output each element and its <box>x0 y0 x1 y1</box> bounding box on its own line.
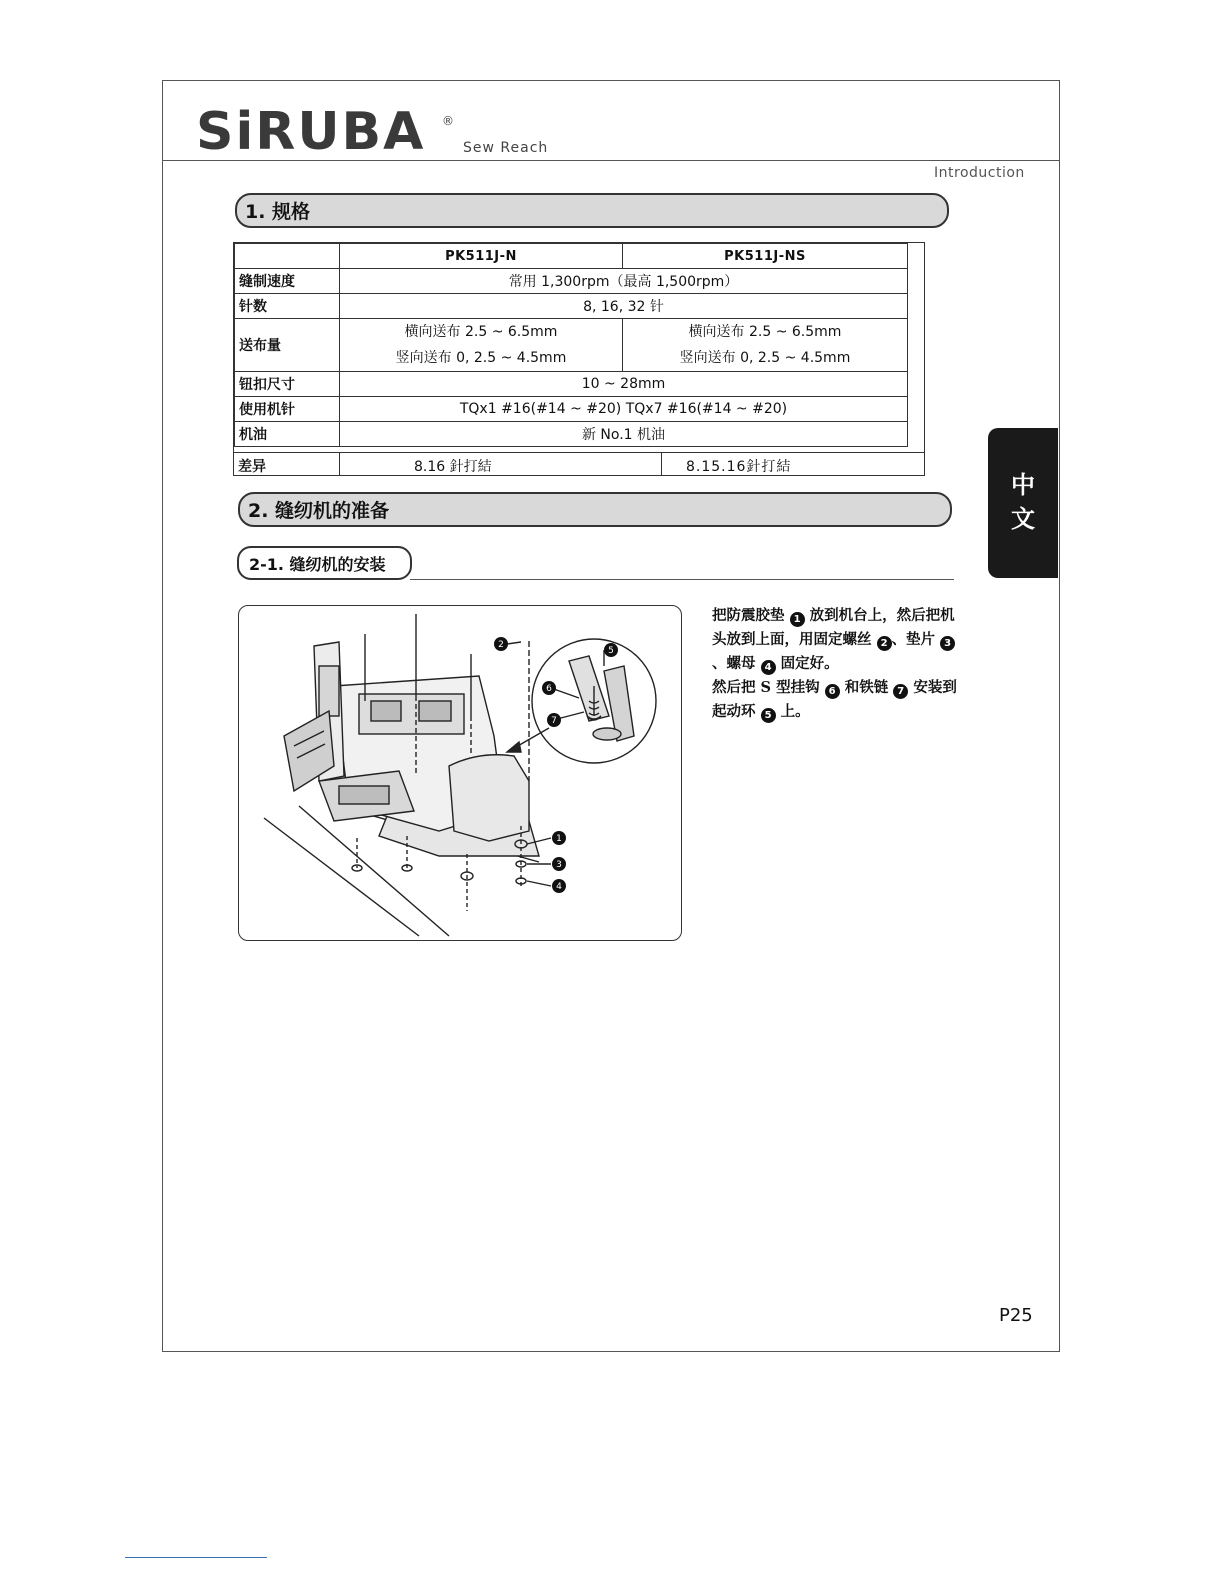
row-label: 机油 <box>235 422 340 447</box>
column-header: PK511J-N <box>340 244 623 269</box>
callout-number: 2 <box>498 640 504 650</box>
table-cell: 常用 1,300rpm（最高 1,500rpm） <box>340 269 908 294</box>
table-row <box>234 452 924 476</box>
table-row <box>235 397 908 422</box>
section-heading-specs <box>235 193 949 228</box>
callout-number: 6 <box>825 684 840 699</box>
callout-number: 3 <box>556 860 562 870</box>
feed-line: 横向送布 2.5 ~ 6.5mm <box>404 324 558 340</box>
section-title: 2. 缝纫机的准备 <box>248 500 390 522</box>
section-label: Introduction <box>934 165 1025 181</box>
instruction-text: 把防震胶垫 <box>712 607 785 624</box>
callout-number: 5 <box>608 646 614 656</box>
row-label: 钮扣尺寸 <box>235 372 340 397</box>
callout-number: 3 <box>940 636 955 651</box>
column-header: PK511J-NS <box>623 244 908 269</box>
callout-number: 1 <box>790 612 805 627</box>
subsection-heading <box>237 546 412 580</box>
siruba-logo <box>196 102 426 162</box>
section-heading-prep <box>238 492 952 527</box>
table-row <box>235 244 908 269</box>
table-cell: 新 No.1 机油 <box>340 422 908 447</box>
row-label: 差异 <box>238 459 266 475</box>
table-cell: 10 ~ 28mm <box>340 372 908 397</box>
table-cell <box>623 319 908 372</box>
instruction-text: 、垫片 <box>891 631 936 648</box>
tab-char: 文 <box>1011 505 1035 533</box>
callout-number: 5 <box>761 708 776 723</box>
row-label: 针数 <box>235 294 340 319</box>
section-title: 1. 规格 <box>245 201 311 223</box>
installation-figure <box>238 605 682 941</box>
callout-number: 7 <box>551 716 557 726</box>
installation-instructions <box>712 604 958 724</box>
table-cell <box>340 319 623 372</box>
cell-divider <box>661 453 662 476</box>
instruction-text: 安装到起动环 <box>712 679 957 720</box>
table-row <box>235 372 908 397</box>
row-label: 送布量 <box>235 319 340 372</box>
cell-divider <box>339 453 340 476</box>
callout-number: 6 <box>546 684 552 694</box>
table-row <box>235 294 908 319</box>
registered-mark: ® <box>442 114 454 128</box>
instruction-text: 上。 <box>780 703 810 720</box>
callout-number: 2 <box>877 636 892 651</box>
table-cell: 8.15.16針打結 <box>686 459 792 475</box>
instruction-text: 然后把 S 型挂钩 <box>712 679 820 696</box>
subsection-rule <box>410 579 954 580</box>
tab-char: 中 <box>1011 471 1035 500</box>
feed-line: 横向送布 2.5 ~ 6.5mm <box>688 324 842 340</box>
table-corner <box>235 244 340 269</box>
table-cell: TQx1 #16(#14 ~ #20) TQx7 #16(#14 ~ #20) <box>340 397 908 422</box>
instruction-text: 固定好。 <box>780 655 839 672</box>
instruction-text: 放到机台上，然后把机头放到上面，用固定螺丝 <box>712 607 955 648</box>
language-tab <box>988 428 1058 578</box>
callout-number: 1 <box>556 834 562 844</box>
feed-line: 竖向送布 0, 2.5 ~ 4.5mm <box>679 350 851 366</box>
row-label: 使用机针 <box>235 397 340 422</box>
instruction-text: 和铁链 <box>844 679 889 696</box>
page-number: P25 <box>999 1305 1033 1326</box>
logo-tagline: Sew Reach <box>463 140 549 156</box>
table-row <box>235 269 908 294</box>
callout-number: 4 <box>556 882 562 892</box>
spec-table <box>233 242 925 476</box>
row-label: 缝制速度 <box>235 269 340 294</box>
subsection-title: 2-1. 缝纫机的安装 <box>249 554 386 574</box>
logo-text: SiRUBA <box>196 102 426 162</box>
table-cell: 8, 16, 32 针 <box>340 294 908 319</box>
feed-line: 竖向送布 0, 2.5 ~ 4.5mm <box>395 350 567 366</box>
table-cell: 8.16 針打結 <box>414 459 492 475</box>
callout-number: 4 <box>761 660 776 675</box>
bottom-rule <box>125 1557 267 1558</box>
table-row <box>235 319 908 372</box>
instruction-text: 、螺母 <box>712 655 756 672</box>
machine-illustration <box>239 606 682 941</box>
table-row <box>235 422 908 447</box>
callout-number: 7 <box>893 684 908 699</box>
